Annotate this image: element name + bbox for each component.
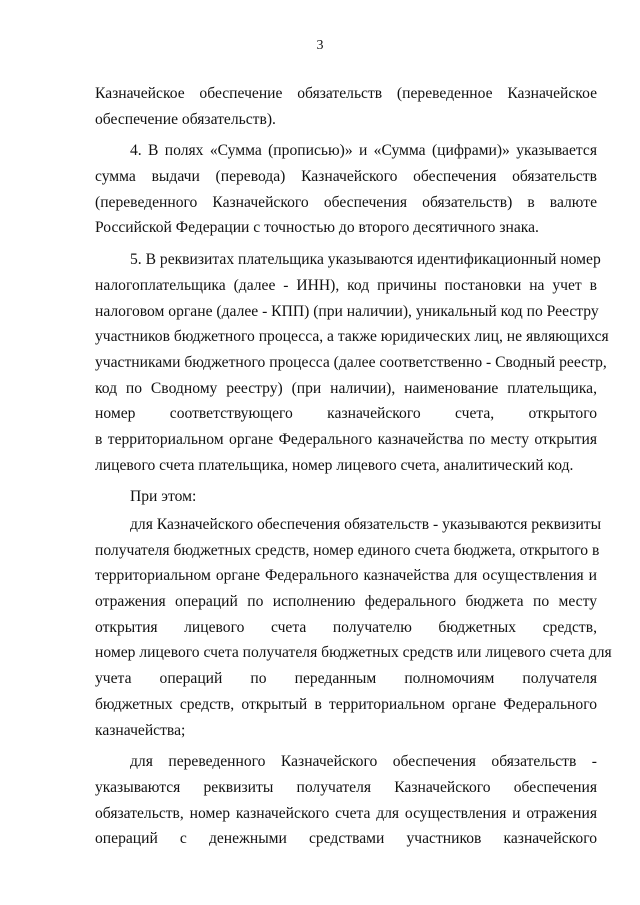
text-line: участниками бюджетного процесса (далее соответственно - Сводный реестр,	[95, 353, 607, 371]
text-line: территориальном органе Федерального казначейства для осуществления и	[95, 567, 597, 585]
text-line: отражения операций по исполнению федерального бюджета по месту	[95, 593, 597, 611]
text-line: участников бюджетного процесса, а также юридических лиц, не являющихся	[95, 328, 609, 346]
text-line: налоговом органе (далее - КПП) (при наличии), уникальный код по Реестру	[95, 302, 599, 320]
text-line: открытия лицевого счета получателю бюджетных средств,	[95, 618, 597, 636]
text-line: для переведенного Казначейского обеспечения обязательств -	[130, 753, 597, 771]
document-body	[95, 81, 612, 852]
text-line: обязательств, номер казначейского счета для осуществления и отражения	[95, 804, 597, 822]
text-line: Российской Федерации с точностью до второго десятичного знака.	[95, 219, 539, 237]
text-line: код по Сводному реестру) (при наличии), наименование плательщика,	[95, 379, 597, 397]
text-line: (переведенного Казначейского обеспечения обязательств) в валюте	[95, 193, 597, 211]
text-line: бюджетных средств, открытый в территориальном органе Федерального	[95, 695, 597, 713]
text-line: номер соответствующего казначейского счета, открытого	[95, 405, 597, 423]
text-line: Казначейское обеспечение обязательств (переведенное Казначейское	[95, 85, 597, 102]
text-line: казначейства;	[95, 721, 186, 739]
text-line: обеспечение обязательств).	[95, 110, 276, 128]
page-number: 3	[316, 38, 324, 53]
text-line: сумма выдачи (перевода) Казначейского обеспечения обязательств	[95, 168, 597, 186]
text-line: налогоплательщика (далее - ИНН), код причины постановки на учет в	[95, 276, 597, 294]
text-line: для Казначейского обеспечения обязательств - указываются реквизиты	[130, 516, 602, 533]
text-line: При этом:	[130, 488, 197, 506]
text-line: номер лицевого счета получателя бюджетных средств или лицевого счета для	[95, 644, 612, 662]
text-line: 4. В полях «Сумма (прописью)» и «Сумма (цифрами)» указывается	[130, 142, 597, 160]
text-line: получателя бюджетных средств, номер единого счета бюджета, открытого в	[95, 541, 600, 559]
text-line: лицевого счета плательщика, номер лицевого счета, аналитический код.	[95, 456, 574, 474]
text-line: 5. В реквизитах плательщика указываются идентификационный номер	[130, 251, 601, 269]
text-line: указываются реквизиты получателя Казначейского обеспечения	[95, 778, 597, 796]
text-line: в территориальном органе Федерального казначейства по месту открытия	[95, 430, 597, 448]
text-line: операций с денежными средствами участников казначейского	[95, 830, 597, 848]
text-line: учета операций по переданным полномочиям получателя	[95, 670, 597, 688]
